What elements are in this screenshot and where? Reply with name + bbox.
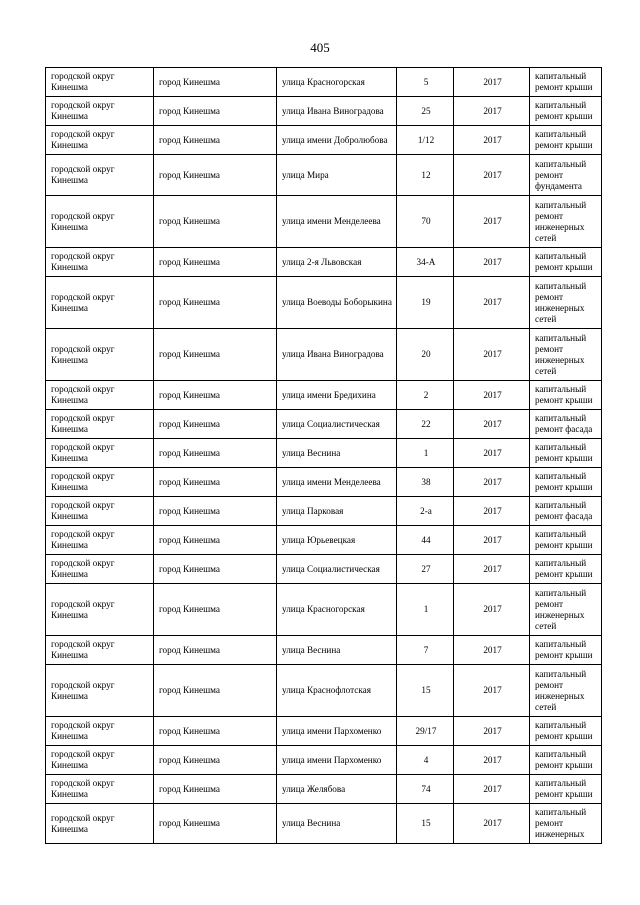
street-cell: улица Веснина: [277, 439, 397, 468]
work-type-cell: капитальный ремонт фасада: [530, 497, 602, 526]
house-number-cell: 2-а: [397, 497, 454, 526]
city-cell: город Кинешма: [154, 439, 277, 468]
table-row: [46, 497, 602, 526]
table-row: [46, 636, 602, 665]
house-number-cell: 25: [397, 97, 454, 126]
repair-registry-table: [45, 67, 602, 844]
city-cell: город Кинешма: [154, 155, 277, 196]
district-cell: городской округ Кинешма: [46, 584, 154, 636]
house-number-cell: 74: [397, 775, 454, 804]
house-number-cell: 7: [397, 636, 454, 665]
district-cell: городской округ Кинешма: [46, 526, 154, 555]
work-type-cell: капитальный ремонт крыши: [530, 775, 602, 804]
street-cell: улица Краснофлотская: [277, 665, 397, 717]
district-cell: городской округ Кинешма: [46, 381, 154, 410]
city-cell: город Кинешма: [154, 97, 277, 126]
street-cell: улица Юрьевецкая: [277, 526, 397, 555]
year-cell: 2017: [454, 775, 530, 804]
year-cell: 2017: [454, 277, 530, 329]
house-number-cell: 15: [397, 804, 454, 844]
city-cell: город Кинешма: [154, 584, 277, 636]
work-type-cell: капитальный ремонт крыши: [530, 248, 602, 277]
year-cell: 2017: [454, 717, 530, 746]
house-number-cell: 38: [397, 468, 454, 497]
district-cell: городской округ Кинешма: [46, 155, 154, 196]
city-cell: город Кинешма: [154, 775, 277, 804]
street-cell: улица Веснина: [277, 636, 397, 665]
street-cell: улица имени Бредихина: [277, 381, 397, 410]
work-type-cell: капитальный ремонт фасада: [530, 410, 602, 439]
city-cell: город Кинешма: [154, 804, 277, 844]
year-cell: 2017: [454, 468, 530, 497]
work-type-cell: капитальный ремонт крыши: [530, 746, 602, 775]
year-cell: 2017: [454, 155, 530, 196]
year-cell: 2017: [454, 126, 530, 155]
city-cell: город Кинешма: [154, 636, 277, 665]
table-row: [46, 155, 602, 196]
street-cell: улица имени Пархоменко: [277, 717, 397, 746]
table-row: [46, 746, 602, 775]
year-cell: 2017: [454, 196, 530, 248]
work-type-cell: капитальный ремонт крыши: [530, 126, 602, 155]
table-row: [46, 410, 602, 439]
year-cell: 2017: [454, 584, 530, 636]
city-cell: город Кинешма: [154, 665, 277, 717]
street-cell: улица Красногорская: [277, 584, 397, 636]
work-type-cell: капитальный ремонт крыши: [530, 717, 602, 746]
table-row: [46, 196, 602, 248]
district-cell: городской округ Кинешма: [46, 97, 154, 126]
table-row: [46, 665, 602, 717]
house-number-cell: 12: [397, 155, 454, 196]
street-cell: улица Социалистическая: [277, 555, 397, 584]
street-cell: улица Ивана Виноградова: [277, 329, 397, 381]
table-row: [46, 329, 602, 381]
year-cell: 2017: [454, 804, 530, 844]
district-cell: городской округ Кинешма: [46, 68, 154, 97]
district-cell: городской округ Кинешма: [46, 804, 154, 844]
city-cell: город Кинешма: [154, 248, 277, 277]
table-row: [46, 804, 602, 844]
street-cell: улица Красногорская: [277, 68, 397, 97]
house-number-cell: 44: [397, 526, 454, 555]
district-cell: городской округ Кинешма: [46, 329, 154, 381]
city-cell: город Кинешма: [154, 555, 277, 584]
year-cell: 2017: [454, 68, 530, 97]
district-cell: городской округ Кинешма: [46, 248, 154, 277]
year-cell: 2017: [454, 665, 530, 717]
table-row: [46, 468, 602, 497]
table-row: [46, 555, 602, 584]
city-cell: город Кинешма: [154, 196, 277, 248]
city-cell: город Кинешма: [154, 526, 277, 555]
table-row: [46, 584, 602, 636]
year-cell: 2017: [454, 248, 530, 277]
work-type-cell: капитальный ремонт инженерных сетей: [530, 665, 602, 717]
house-number-cell: 19: [397, 277, 454, 329]
house-number-cell: 15: [397, 665, 454, 717]
city-cell: город Кинешма: [154, 746, 277, 775]
district-cell: городской округ Кинешма: [46, 468, 154, 497]
work-type-cell: капитальный ремонт крыши: [530, 555, 602, 584]
table-row: [46, 97, 602, 126]
year-cell: 2017: [454, 97, 530, 126]
city-cell: город Кинешма: [154, 717, 277, 746]
district-cell: городской округ Кинешма: [46, 126, 154, 155]
street-cell: улица Веснина: [277, 804, 397, 844]
table-row: [46, 248, 602, 277]
district-cell: городской округ Кинешма: [46, 410, 154, 439]
street-cell: улица Социалистическая: [277, 410, 397, 439]
house-number-cell: 5: [397, 68, 454, 97]
district-cell: городской округ Кинешма: [46, 665, 154, 717]
work-type-cell: капитальный ремонт инженерных сетей: [530, 584, 602, 636]
year-cell: 2017: [454, 636, 530, 665]
table-row: [46, 775, 602, 804]
work-type-cell: капитальный ремонт крыши: [530, 68, 602, 97]
district-cell: городской округ Кинешма: [46, 277, 154, 329]
year-cell: 2017: [454, 329, 530, 381]
year-cell: 2017: [454, 497, 530, 526]
work-type-cell: капитальный ремонт инженерных сетей: [530, 329, 602, 381]
street-cell: улица Мира: [277, 155, 397, 196]
table-row: [46, 277, 602, 329]
city-cell: город Кинешма: [154, 277, 277, 329]
city-cell: город Кинешма: [154, 497, 277, 526]
district-cell: городской округ Кинешма: [46, 555, 154, 584]
street-cell: улица Ивана Виноградова: [277, 97, 397, 126]
table-row: [46, 439, 602, 468]
city-cell: город Кинешма: [154, 329, 277, 381]
work-type-cell: капитальный ремонт крыши: [530, 381, 602, 410]
district-cell: городской округ Кинешма: [46, 775, 154, 804]
work-type-cell: капитальный ремонт крыши: [530, 439, 602, 468]
year-cell: 2017: [454, 526, 530, 555]
work-type-cell: капитальный ремонт инженерных: [530, 804, 602, 844]
house-number-cell: 1: [397, 584, 454, 636]
house-number-cell: 34-А: [397, 248, 454, 277]
street-cell: улица Воеводы Боборыкина: [277, 277, 397, 329]
house-number-cell: 1: [397, 439, 454, 468]
street-cell: улица имени Менделеева: [277, 468, 397, 497]
house-number-cell: 29/17: [397, 717, 454, 746]
year-cell: 2017: [454, 439, 530, 468]
district-cell: городской округ Кинешма: [46, 746, 154, 775]
district-cell: городской округ Кинешма: [46, 439, 154, 468]
work-type-cell: капитальный ремонт инженерных сетей: [530, 277, 602, 329]
street-cell: улица Парковая: [277, 497, 397, 526]
house-number-cell: 1/12: [397, 126, 454, 155]
house-number-cell: 2: [397, 381, 454, 410]
table-row: [46, 126, 602, 155]
street-cell: улица имени Добролюбова: [277, 126, 397, 155]
work-type-cell: капитальный ремонт крыши: [530, 636, 602, 665]
street-cell: улица имени Пархоменко: [277, 746, 397, 775]
district-cell: городской округ Кинешма: [46, 717, 154, 746]
city-cell: город Кинешма: [154, 468, 277, 497]
district-cell: городской округ Кинешма: [46, 497, 154, 526]
district-cell: городской округ Кинешма: [46, 636, 154, 665]
year-cell: 2017: [454, 381, 530, 410]
district-cell: городской округ Кинешма: [46, 196, 154, 248]
house-number-cell: 20: [397, 329, 454, 381]
year-cell: 2017: [454, 555, 530, 584]
work-type-cell: капитальный ремонт крыши: [530, 526, 602, 555]
work-type-cell: капитальный ремонт инженерных сетей: [530, 196, 602, 248]
work-type-cell: капитальный ремонт фундамента: [530, 155, 602, 196]
city-cell: город Кинешма: [154, 381, 277, 410]
year-cell: 2017: [454, 746, 530, 775]
work-type-cell: капитальный ремонт крыши: [530, 97, 602, 126]
street-cell: улица Желябова: [277, 775, 397, 804]
year-cell: 2017: [454, 410, 530, 439]
work-type-cell: капитальный ремонт крыши: [530, 468, 602, 497]
table-row: [46, 717, 602, 746]
city-cell: город Кинешма: [154, 126, 277, 155]
street-cell: улица 2-я Львовская: [277, 248, 397, 277]
city-cell: город Кинешма: [154, 68, 277, 97]
house-number-cell: 22: [397, 410, 454, 439]
page-number: 405: [310, 40, 330, 55]
house-number-cell: 70: [397, 196, 454, 248]
table-row: [46, 68, 602, 97]
table-row: [46, 526, 602, 555]
house-number-cell: 27: [397, 555, 454, 584]
table-row: [46, 381, 602, 410]
house-number-cell: 4: [397, 746, 454, 775]
street-cell: улица имени Менделеева: [277, 196, 397, 248]
city-cell: город Кинешма: [154, 410, 277, 439]
